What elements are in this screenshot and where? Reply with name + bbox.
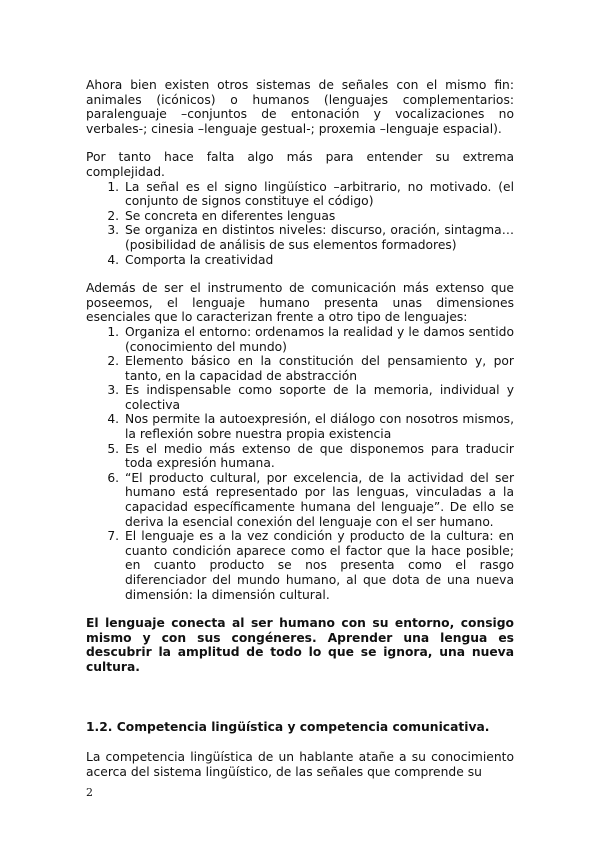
complexity-paragraph: Por tanto hace falta algo más para entender su extrema complejidad. (86, 150, 514, 179)
page-number: 2 (86, 786, 93, 799)
section-paragraph: La competencia lingüística de un hablante atañe a su conocimiento acerca del sistema lingüístico, de las señales que comprende su (86, 750, 514, 779)
list-item: 3. Se organiza en distintos niveles: discurso, oración, sintagma… (posibilidad de análisis de sus elementos formadores) (123, 223, 514, 252)
complexity-list (86, 180, 514, 268)
summary-bold-paragraph: El lenguaje conecta al ser humano con su entorno, consigo mismo y con sus congéneres. Aprender una lengua es descubrir la amplitud de todo lo que se ignora, una nueva cultura. (86, 616, 514, 674)
list-item: 5. Es el medio más extenso de que disponemos para traducir toda expresión humana. (123, 442, 514, 471)
list-item: 6. “El producto cultural, por excelencia, de la actividad del ser humano está representado por las lenguas, vinculadas a la capacidad específicamente humana del lenguaje”. De ello se deriva la esencial conexión del lenguaje con el ser humano. (123, 471, 514, 529)
list-item: 4. Comporta la creatividad (123, 253, 514, 268)
dimensions-list (86, 325, 514, 602)
document-page (86, 78, 514, 779)
list-item: 1. Organiza el entorno: ordenamos la realidad y le damos sentido (conocimiento del mundo) (123, 325, 514, 354)
list-item: 2. Elemento básico en la constitución del pensamiento y, por tanto, en la capacidad de abstracción (123, 354, 514, 383)
list-item: 7. El lenguaje es a la vez condición y producto de la cultura: en cuanto condición aparece como el factor que la hace posible; en cuanto producto se nos presenta como el rasgo diferenciador del mundo humano, al que dota de una nueva dimensión: la dimensión cultural. (123, 529, 514, 602)
intro-paragraph: Ahora bien existen otros sistemas de señales con el mismo fin: animales (icónicos) o humanos (lenguajes complementarios: paralenguaje –conjuntos de entonación y vocalizaciones no verbales-; cinesia –lenguaje gestual-; proxemia –lenguaje espacial). (86, 78, 514, 136)
list-item: 2. Se concreta en diferentes lenguas (123, 209, 514, 224)
list-item: 1. La señal es el signo lingüístico –arbitrario, no motivado. (el conjunto de signos constituye el código) (123, 180, 514, 209)
section-heading: 1.2. Competencia lingüística y competencia comunicativa. (86, 719, 490, 734)
dimensions-paragraph: Además de ser el instrumento de comunicación más extenso que poseemos, el lenguaje humano presenta unas dimensiones esenciales que lo caracterizan frente a otro tipo de lenguajes: (86, 281, 514, 325)
list-item: 4. Nos permite la autoexpresión, el diálogo con nosotros mismos, la reflexión sobre nuestra propia existencia (123, 412, 514, 441)
list-item: 3. Es indispensable como soporte de la memoria, individual y colectiva (123, 383, 514, 412)
